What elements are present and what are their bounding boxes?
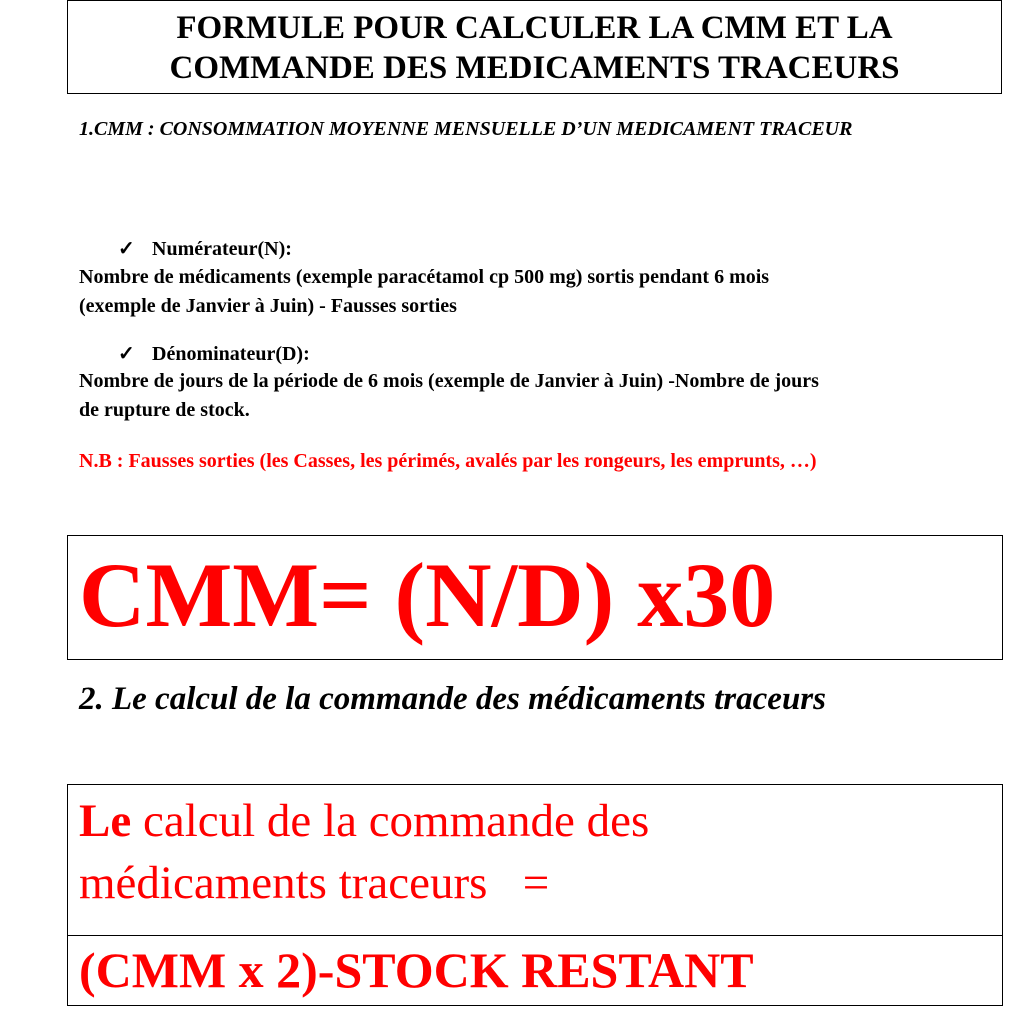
order-line-1 — [79, 790, 979, 852]
numerator-item — [118, 235, 292, 263]
title-box — [67, 0, 1002, 94]
order-word-bold: Le — [79, 795, 132, 847]
numerator-description — [79, 263, 999, 321]
order-formula: (CMM x 2)-STOCK RESTANT — [79, 942, 754, 998]
denominator-text-line-2: de rupture de stock. — [79, 399, 250, 421]
nb-note: N.B : Fausses sorties (les Casses, les périmés, avalés par les rongeurs, les emprunts, …) — [79, 450, 817, 472]
title-line-2: COMMANDE DES MEDICAMENTS TRACEURS — [169, 50, 900, 86]
numerator-text-line-2: (exemple de Janvier à Juin) - Fausses sorties — [79, 295, 457, 317]
check-icon: ✓ — [118, 238, 135, 260]
section2-heading: 2. Le calcul de la commande des médicaments traceurs — [79, 681, 826, 717]
denominator-description — [79, 367, 999, 425]
check-icon: ✓ — [118, 343, 135, 365]
order-line-2: médicaments traceurs = — [79, 857, 550, 909]
denominator-label: Dénominateur(D): — [152, 343, 310, 365]
title-line-1: FORMULE POUR CALCULER LA CMM ET LA — [176, 10, 893, 46]
denominator-item — [118, 340, 310, 368]
section1-heading: 1.CMM : CONSOMMATION MOYENNE MENSUELLE D’UN MEDICAMENT TRACEUR — [79, 118, 853, 140]
order-box-divider — [67, 935, 1003, 936]
order-description — [79, 790, 979, 914]
denominator-text-line-1: Nombre de jours de la période de 6 mois (exemple de Janvier à Juin) -Nombre de jours — [79, 370, 819, 392]
cmm-formula: CMM= (N/D) x30 — [79, 544, 776, 646]
order-line-1-rest: calcul de la commande des — [131, 795, 650, 847]
numerator-text-line-1: Nombre de médicaments (exemple paracétamol cp 500 mg) sortis pendant 6 mois — [79, 266, 770, 288]
numerator-label: Numérateur(N): — [152, 238, 292, 260]
